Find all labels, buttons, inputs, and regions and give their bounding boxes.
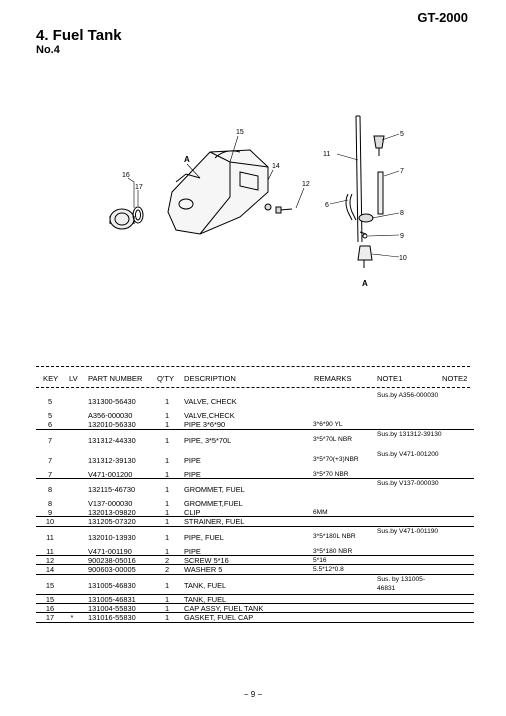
cell-key: 8 — [47, 484, 53, 494]
cell-description: PIPE, 3*5*70L — [184, 435, 232, 445]
table-row — [36, 391, 474, 411]
cell-key: 5 — [47, 411, 53, 420]
cell-description: PIPE — [184, 455, 201, 465]
table-row — [36, 479, 474, 499]
cell-description: SCREW 5*16 — [184, 556, 229, 566]
header-description: DESCRIPTION — [184, 374, 236, 383]
cell-key: 8 — [47, 498, 53, 508]
cell-note1: Sus.by A356-000030 — [377, 392, 439, 399]
cell-quantity: 1 — [164, 613, 170, 623]
cell-key: 5 — [47, 397, 53, 406]
header-note2: NOTE2 — [442, 374, 468, 383]
cell-remarks: 3*5*180L NBR — [313, 532, 356, 540]
cell-description: VALVE, CHECK — [184, 397, 237, 406]
cell-key: 6 — [47, 420, 53, 430]
header-qty: Q'TY — [157, 374, 175, 383]
table-row — [36, 517, 474, 526]
cell-description: CAP ASSY, FUEL TANK — [184, 603, 264, 613]
cell-description: TANK, FUEL — [184, 580, 227, 590]
header-note1: NOTE1 — [377, 374, 403, 383]
reference-mark-a-tank: A — [184, 155, 190, 164]
cell-description: PIPE, FUEL — [184, 532, 224, 542]
cell-key: 12 — [45, 556, 55, 566]
table-row — [36, 547, 474, 556]
cell-part-number: 900238-05016 — [88, 556, 136, 566]
cell-part-number: 900603-00005 — [88, 565, 136, 575]
callout-10: 10 — [399, 255, 407, 262]
cell-description: PIPE 3*6*90 — [184, 420, 226, 430]
cell-part-number: 131004-55830 — [88, 603, 136, 613]
cell-remarks: 3*5*180 NBR — [313, 547, 353, 555]
callout-11: 11 — [323, 151, 331, 158]
cell-description: GROMMET, FUEL — [184, 484, 245, 494]
cell-part-number: A356-000030 — [88, 411, 133, 420]
cell-part-number: V137-000030 — [88, 498, 133, 508]
page-title: 4. Fuel Tank — [36, 27, 122, 44]
cell-quantity: 1 — [164, 420, 170, 430]
fuel-pipe-drawing — [346, 116, 384, 268]
cell-description: TANK, FUEL — [184, 594, 227, 604]
screw-drawing — [265, 204, 292, 213]
table-row — [36, 556, 474, 565]
callout-7: 7 — [400, 168, 404, 175]
cell-key: 11 — [46, 532, 54, 542]
cell-description: CLIP — [184, 508, 201, 518]
cell-key: 15 — [45, 594, 55, 604]
callout-14: 14 — [272, 163, 280, 170]
cell-key: 10 — [45, 517, 55, 527]
callout-17: 17 — [135, 184, 143, 191]
cell-part-number: 131005-46831 — [88, 594, 136, 604]
fuel-tank-drawing — [168, 150, 268, 234]
header-remarks: REMARKS — [314, 374, 352, 383]
table-header — [36, 374, 474, 386]
callout-8: 8 — [400, 210, 404, 217]
cell-key: 7 — [47, 435, 53, 445]
cell-note1: Sus. by 131005-46831 — [377, 575, 426, 593]
cell-note1: Sus.by V471-001190 — [377, 527, 439, 535]
cell-part-number: V471-001200 — [88, 469, 133, 479]
cell-part-number: 132010-13930 — [88, 532, 136, 542]
cell-quantity: 1 — [164, 580, 170, 590]
cell-quantity: 1 — [164, 517, 170, 527]
cell-quantity: 1 — [164, 603, 170, 613]
table-row — [36, 595, 474, 604]
header-key: KEY — [43, 374, 59, 383]
fuel-cap-drawing — [110, 209, 134, 229]
cell-quantity: 1 — [164, 469, 170, 479]
cell-description: STRAINER, FUEL — [184, 517, 245, 527]
cell-description: WASHER 5 — [184, 565, 223, 575]
table-row — [36, 527, 474, 547]
cell-part-number: 131205-07320 — [88, 517, 136, 527]
cell-key: 9 — [47, 508, 53, 518]
cell-quantity: 1 — [164, 498, 170, 508]
diagram-svg — [90, 112, 430, 298]
callout-5: 5 — [400, 131, 404, 138]
parts-table-body — [36, 391, 474, 623]
cell-part-number: 131312-44330 — [88, 435, 136, 445]
table-row — [36, 411, 474, 420]
cell-part-number: 132010-56330 — [88, 420, 136, 430]
table-row — [36, 499, 474, 508]
cell-part-number: 131016-55830 — [88, 613, 136, 623]
cell-description: GASKET, FUEL CAP — [184, 613, 254, 623]
table-row — [36, 420, 474, 429]
table-row — [36, 470, 474, 479]
table-row — [36, 450, 474, 470]
cell-quantity: 1 — [164, 546, 170, 556]
cell-quantity: 1 — [164, 508, 170, 518]
model-name: GT-2000 — [417, 10, 468, 25]
callout-6: 6 — [325, 202, 329, 209]
cell-key: 17 — [45, 613, 55, 623]
cell-note1: Sus.by V471-001200 — [377, 450, 439, 458]
cell-description: PIPE — [184, 546, 201, 556]
table-top-divider — [36, 366, 470, 367]
cell-key: 14 — [45, 565, 55, 575]
cell-remarks: 3*5*70 NBR — [313, 470, 349, 478]
cell-description: VALVE,CHECK — [184, 411, 235, 420]
cell-part-number: 132013-09820 — [88, 508, 136, 518]
cell-key: 15 — [45, 580, 55, 590]
cell-key: 11 — [46, 546, 54, 556]
cell-note1: Sus.by V137-000030 — [377, 479, 439, 487]
header-part-number: PART NUMBER — [88, 374, 143, 383]
cell-quantity: 1 — [164, 435, 170, 445]
header-lv: LV — [69, 374, 78, 383]
cell-part-number: V471-001190 — [88, 546, 132, 556]
cell-remarks: 3*6*90 YL — [313, 421, 343, 429]
cell-quantity: 2 — [164, 565, 170, 575]
gasket-drawing — [133, 207, 143, 223]
cell-key: 16 — [45, 603, 55, 613]
table-row — [36, 613, 474, 622]
table-header-divider — [36, 387, 470, 388]
callout-9: 9 — [400, 233, 404, 240]
cell-description: PIPE — [184, 469, 201, 479]
cell-quantity: 1 — [164, 594, 170, 604]
cell-quantity: 1 — [164, 532, 170, 542]
table-row — [36, 508, 474, 517]
callout-16: 16 — [122, 172, 130, 179]
cell-remarks: 3*5*70L NBR — [313, 435, 352, 443]
cell-remarks: 5.5*12*0.8 — [313, 566, 344, 574]
cell-quantity: 1 — [164, 411, 170, 420]
cell-part-number: 131300-56430 — [88, 397, 136, 406]
cell-remarks: 5*16 — [313, 557, 327, 565]
callout-15: 15 — [236, 129, 244, 136]
cell-quantity: 2 — [164, 556, 170, 566]
cell-note1: Sus.by 131312-39130 — [377, 430, 442, 438]
reference-mark-a-strainer: A — [362, 279, 368, 288]
cell-description: GROMMET,FUEL — [184, 498, 243, 508]
cell-part-number: 132115-46730 — [88, 484, 136, 494]
cell-key: 7 — [47, 469, 53, 479]
cell-quantity: 1 — [164, 484, 170, 494]
page-number: − 9 − — [243, 690, 263, 699]
figure-number: No.4 — [36, 44, 60, 56]
cell-quantity: 1 — [164, 397, 170, 406]
table-row — [36, 565, 474, 574]
cell-part-number: 131312-39130 — [88, 455, 136, 465]
table-row — [36, 604, 474, 613]
cell-part-number: 131005-46830 — [88, 580, 136, 590]
cell-remarks: 3*5*70(+3)NBR — [313, 455, 359, 463]
cell-remarks: 6MM — [313, 509, 328, 517]
cell-level: * — [70, 613, 74, 623]
table-row — [36, 430, 474, 450]
callout-12: 12 — [302, 181, 310, 188]
cell-quantity: 1 — [164, 455, 170, 465]
exploded-parts-diagram — [90, 112, 430, 298]
table-row — [36, 575, 474, 595]
cell-key: 7 — [47, 455, 53, 465]
